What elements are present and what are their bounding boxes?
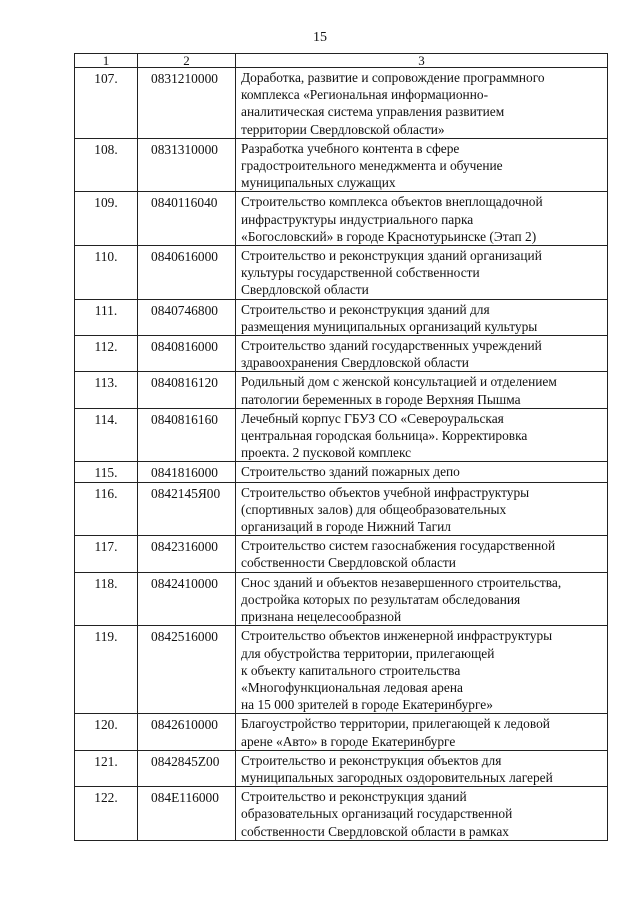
table-row — [75, 246, 608, 300]
item-description — [236, 408, 608, 462]
row-number: 117. — [75, 536, 138, 572]
row-number: 119. — [75, 626, 138, 714]
item-description — [236, 336, 608, 372]
description-line: Строительство систем газоснабжения государственной — [241, 538, 556, 554]
description-line: «Многофункциональная ледовая арена — [241, 679, 463, 695]
description-line: Строительство и реконструкция зданий организаций — [241, 248, 542, 264]
description-line: признана нецелесообразной — [241, 609, 402, 625]
row-number: 107. — [75, 68, 138, 139]
budget-code: 0842410000 — [138, 572, 236, 626]
description-line: аналитическая система управления развитием — [241, 104, 505, 120]
table-row — [75, 138, 608, 192]
item-description — [236, 787, 608, 841]
column-header: 1 — [75, 54, 138, 68]
row-number: 122. — [75, 787, 138, 841]
row-number: 113. — [75, 372, 138, 408]
description-line: Разработка учебного контента в сфере — [241, 140, 460, 156]
description-line: Благоустройство территории, прилегающей к ледовой — [241, 716, 550, 732]
budget-code: 0831210000 — [138, 68, 236, 139]
description-line: Строительство зданий государственных учреждений — [241, 338, 542, 354]
description-line: собственности Свердловской области в рамках — [241, 823, 509, 839]
table-row — [75, 68, 608, 139]
budget-code: 0841816000 — [138, 462, 236, 482]
row-number: 115. — [75, 462, 138, 482]
budget-code: 0842316000 — [138, 536, 236, 572]
description-line: образовательных организаций государственной — [241, 806, 513, 822]
description-line: проекта. 2 пусковой комплекс — [241, 445, 412, 461]
description-line: инфраструктуры индустриального парка — [241, 211, 474, 227]
item-description — [236, 750, 608, 786]
description-line: Строительство объектов учебной инфраструктуры — [241, 484, 530, 500]
table-row — [75, 192, 608, 246]
description-line: Доработка, развитие и сопровождение программного — [241, 70, 545, 85]
budget-code: 0840616000 — [138, 246, 236, 300]
description-line: арене «Авто» в городе Екатеринбурге — [241, 733, 456, 749]
item-description — [236, 299, 608, 335]
description-line: организаций в городе Нижний Тагил — [241, 519, 451, 535]
table-row — [75, 536, 608, 572]
table-row — [75, 750, 608, 786]
item-description — [236, 68, 608, 139]
description-line: достройка которых по результатам обследования — [241, 591, 521, 607]
description-line: к объекту капитального строительства — [241, 662, 461, 678]
budget-code: 0842610000 — [138, 714, 236, 750]
row-number: 111. — [75, 299, 138, 335]
table-row — [75, 462, 608, 482]
description-line: культуры государственной собственности — [241, 265, 480, 281]
column-header: 3 — [236, 54, 608, 68]
description-line: Строительство и реконструкция зданий — [241, 789, 467, 805]
description-line: Строительство и реконструкция зданий для — [241, 301, 490, 317]
description-line: патологии беременных в городе Верхняя Пышма — [241, 391, 521, 407]
item-description — [236, 462, 608, 482]
description-line: Строительство и реконструкция объектов для — [241, 752, 502, 768]
description-line: Снос зданий и объектов незавершенного строительства, — [241, 574, 562, 590]
budget-code: 0840116040 — [138, 192, 236, 246]
description-line: собственности Свердловской области — [241, 555, 456, 571]
table-row — [75, 482, 608, 536]
description-line: на 15 000 зрителей в городе Екатеринбурге» — [241, 697, 493, 713]
description-line: здравоохранения Свердловской области — [241, 355, 469, 371]
table-row — [75, 626, 608, 714]
row-number: 121. — [75, 750, 138, 786]
budget-code: 0842845Z00 — [138, 750, 236, 786]
row-number: 108. — [75, 138, 138, 192]
budget-table — [74, 53, 608, 841]
table-row — [75, 714, 608, 750]
item-description — [236, 372, 608, 408]
budget-code: 0831310000 — [138, 138, 236, 192]
budget-code: 0842145Я00 — [138, 482, 236, 536]
item-description — [236, 714, 608, 750]
description-line: «Богословский» в городе Краснотурьинске (Этап 2) — [241, 228, 537, 244]
item-description — [236, 246, 608, 300]
row-number: 114. — [75, 408, 138, 462]
table-body — [75, 68, 608, 841]
description-line: Свердловской области — [241, 282, 369, 298]
description-line: (спортивных залов) для общеобразовательных — [241, 501, 507, 517]
description-line: муниципальных служащих — [241, 175, 396, 191]
description-line: комплекса «Региональная информационно- — [241, 87, 489, 103]
budget-code: 084E116000 — [138, 787, 236, 841]
description-line: размещения муниципальных организаций культуры — [241, 318, 538, 334]
row-number: 110. — [75, 246, 138, 300]
budget-code: 0840816160 — [138, 408, 236, 462]
table-row — [75, 299, 608, 335]
description-line: Строительство комплекса объектов внеплощадочной — [241, 194, 543, 210]
row-number: 116. — [75, 482, 138, 536]
table-row — [75, 787, 608, 841]
description-line: Строительство объектов инженерной инфраструктуры — [241, 628, 553, 644]
description-line: Родильный дом с женской консультацией и отделением — [241, 374, 557, 390]
item-description — [236, 192, 608, 246]
budget-code: 0840816000 — [138, 336, 236, 372]
description-line: для обустройства территории, прилегающей — [241, 645, 495, 661]
description-line: Строительство зданий пожарных депо — [241, 464, 460, 480]
description-line: Лечебный корпус ГБУЗ СО «Североуральская — [241, 410, 504, 426]
page-number: 15 — [313, 30, 327, 45]
row-number: 112. — [75, 336, 138, 372]
item-description — [236, 572, 608, 626]
row-number: 118. — [75, 572, 138, 626]
description-line: градостроительного менеджмента и обучение — [241, 158, 503, 174]
row-number: 109. — [75, 192, 138, 246]
description-line: территории Свердловской области» — [241, 121, 445, 137]
description-line: муниципальных загородных оздоровительных лагерей — [241, 769, 553, 785]
budget-code: 0842516000 — [138, 626, 236, 714]
table-row — [75, 572, 608, 626]
item-description — [236, 482, 608, 536]
row-number: 120. — [75, 714, 138, 750]
budget-code: 0840746800 — [138, 299, 236, 335]
item-description — [236, 138, 608, 192]
item-description — [236, 536, 608, 572]
description-line: центральная городская больница». Корректировка — [241, 428, 528, 444]
column-header: 2 — [138, 54, 236, 68]
table-row — [75, 336, 608, 372]
table-row — [75, 408, 608, 462]
table-row — [75, 372, 608, 408]
table-header-row — [75, 54, 608, 68]
budget-code: 0840816120 — [138, 372, 236, 408]
item-description — [236, 626, 608, 714]
